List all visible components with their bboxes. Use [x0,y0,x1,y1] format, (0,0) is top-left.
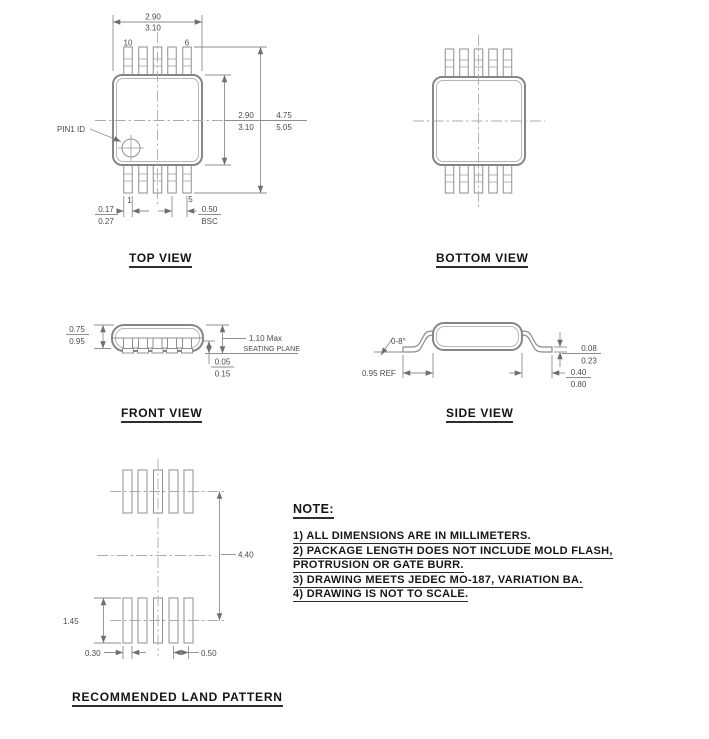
seating-plane [205,344,300,354]
side-view-lead-right [521,331,552,352]
svg-text:2.90: 2.90 [238,111,254,120]
svg-text:0.17: 0.17 [98,205,114,214]
svg-text:0.50: 0.50 [201,205,218,214]
dim-foot-length [509,353,591,389]
seating-plane-label: SEATING PLANE [243,344,301,353]
svg-text:3.10: 3.10 [145,23,161,33]
svg-text:4.75: 4.75 [276,111,292,120]
dim-lead-width [95,196,149,226]
svg-text:0.75: 0.75 [69,325,85,334]
pin-number-10: 10 [123,38,133,48]
svg-text:4.40: 4.40 [238,550,254,560]
note-line-3: 3) DRAWING MEETS JEDEC MO-187, VARIATION BA. [293,573,583,586]
dim-body-thickness [66,325,114,349]
svg-text:3.10: 3.10 [238,123,254,132]
dim-foot-ref [362,353,433,378]
note-heading: NOTE: [293,502,334,519]
svg-text:0.05: 0.05 [214,357,231,367]
dim-lead-angle [374,337,406,355]
svg-text:2.90: 2.90 [145,12,161,22]
note-line-1: 1) ALL DIMENSIONS ARE IN MILLIMETERS. [293,530,532,542]
pin-number-5: 5 [188,195,193,204]
svg-text:0.80: 0.80 [570,380,587,389]
svg-text:0-8°: 0-8° [391,337,406,346]
side-view-lead-left [403,331,434,352]
dim-overall-span [194,47,307,193]
note-line-2: 2) PACKAGE LENGTH DOES NOT INCLUDE MOLD FLASH, [293,544,613,557]
svg-text:1.10 Max: 1.10 Max [249,334,282,343]
dim-standoff [203,341,234,379]
top-view-title: TOP VIEW [129,251,192,268]
side-view-title: SIDE VIEW [446,406,513,423]
svg-text:0.95 REF: 0.95 REF [362,369,396,378]
note-line-2-cont: PROTRUSION OR GATE BURR. [293,559,464,571]
side-view-drawing [362,323,601,389]
pin-number-1: 1 [127,196,132,205]
bottom-view-title: BOTTOM VIEW [436,251,528,268]
top-view-drawing [57,13,307,227]
pin-number-6: 6 [184,38,190,48]
dim-pad-pitch [174,646,218,659]
land-pattern-title: RECOMMENDED LAND PATTERN [72,690,283,707]
note-list [293,531,613,604]
svg-text:0.27: 0.27 [98,217,114,226]
side-view-body [433,323,522,350]
svg-text:1.45: 1.45 [63,617,79,626]
dim-lead-thickness [554,332,601,367]
dim-body-height [205,75,231,165]
svg-text:0.08: 0.08 [581,344,597,353]
svg-text:5.05: 5.05 [276,123,292,132]
front-view-leads [123,338,193,353]
svg-text:BSC: BSC [201,217,218,226]
svg-text:0.15: 0.15 [214,369,231,379]
svg-text:0.23: 0.23 [581,356,597,366]
bottom-view-drawing [413,35,545,207]
front-view-drawing [66,325,300,379]
front-view-title: FRONT VIEW [121,406,202,423]
svg-text:0.50: 0.50 [201,649,217,658]
note-line-4: 4) DRAWING IS NOT TO SCALE. [293,588,469,600]
pin1-id-label: PIN1 ID [57,125,86,134]
land-pattern-drawing [63,459,254,659]
dim-row-span [220,492,255,621]
svg-text:0.30: 0.30 [85,649,101,658]
svg-text:0.95: 0.95 [69,337,85,346]
svg-text:0.40: 0.40 [570,368,587,377]
dim-pad-width [85,646,146,659]
